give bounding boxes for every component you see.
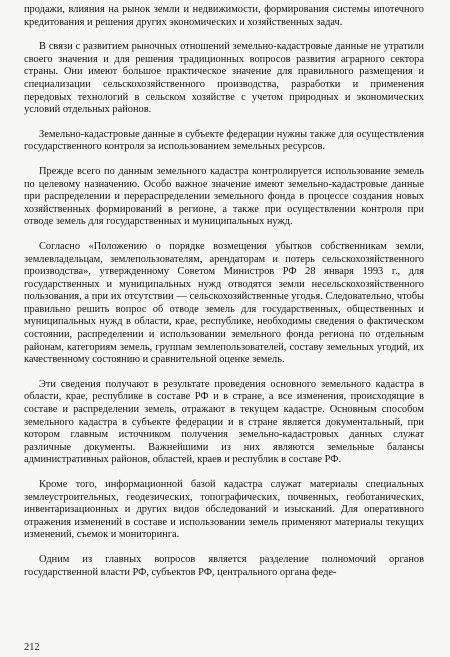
- paragraph-gap: [24, 467, 424, 479]
- paragraph-gap: [24, 117, 424, 129]
- paragraph-gap: [24, 154, 424, 166]
- paragraph-gap: [24, 229, 424, 241]
- paragraph-gap: [24, 29, 424, 41]
- paragraph-3: Земельно-кадастровые данные в субъекте федерации нужны также для осуществления государственного контроля за использованием земельных ресурсов.: [24, 128, 424, 153]
- paragraph-7: Кроме того, информационной базой кадастра служат материалы специальных землеустроительных, геодезических, топографических, почвенных, геоботанических, инвентаризационных и других видов обследований и изысканий. Для оперативного отражения изменений в составе и использовании земель применяют материалы текущих изменений, съемок и мониторинга.: [24, 479, 424, 541]
- paragraph-gap: [24, 367, 424, 379]
- paragraph-2: В связи с развитием рыночных отношений земельно-кадастровые данные не утратили своего значения и для решения традиционных вопросов развития аграрного сектора страны. Они имеют большое практическое значение для правильного размещения и специализации сельскохозяйственного производства, разработки и применения передовых технологий в сельском хозяйстве с учетом природных и экономических условий отдельных районов.: [24, 41, 424, 116]
- paragraph-gap: [24, 542, 424, 554]
- paragraph-1: продажи, влияния на рынок земли и недвижимости, формирования системы ипотечного кредитования и решения других экономических и хозяйственных задач.: [24, 4, 424, 28]
- paragraph-5: Согласно «Положению о порядке возмещения убытков собственникам земли, землевладельцам, землепользователям, арендаторам и потерь сельскохозяйственного производства», утвержденному Советом Министров РФ 28 января 1993 г., для государственных и муниципальных нужд отводятся земли несельскохозяйственного пользования, а при их отсутствии — сельскохозяйственные угодья. Следовательно, чтобы правильно решить вопрос об отводе земель для государственных, общественных и муниципальных нужд в области, крае, республике, необходимы сведения о фактическом состоянии, распределении и использовании земельного фонда региона по отдельным районам, категориям земель, группам землепользователей, составу земельных угодий, их качественному состоянию и сравнительной оценке земель.: [24, 240, 424, 366]
- paragraph-4: Прежде всего по данным земельного кадастра контролируется использование земель по целевому назначению. Особо важное значение имеют земельно-кадастровые данные при распределении и перераспределении земельного фонда в процессе создания новых хозяйственных формирований в регионе, а также при осуществлении контроля при отводе земель для государственных и муниципальных нужд.: [24, 165, 424, 228]
- page-number: 212: [24, 642, 40, 653]
- paragraph-8: Одним из главных вопросов является разделение полномочий органов государственной власти РФ, субъектов РФ, центрального органа феде-: [24, 553, 424, 578]
- paragraph-6: Эти сведения получают в результате проведения основного земельного кадастра в области, крае, республике в составе РФ и в стране, а все изменения, происходящие в составе и распределении земель, отражают в текущем кадастре. Основным способом земельного кадастра в субъекте федерации и в стране является документальный, при котором главным источником получения земельно-кадастровых данных служат различные документы. Важнейшими из них являются земельные балансы административных районов, областей, краев и республик в составе РФ.: [24, 378, 424, 466]
